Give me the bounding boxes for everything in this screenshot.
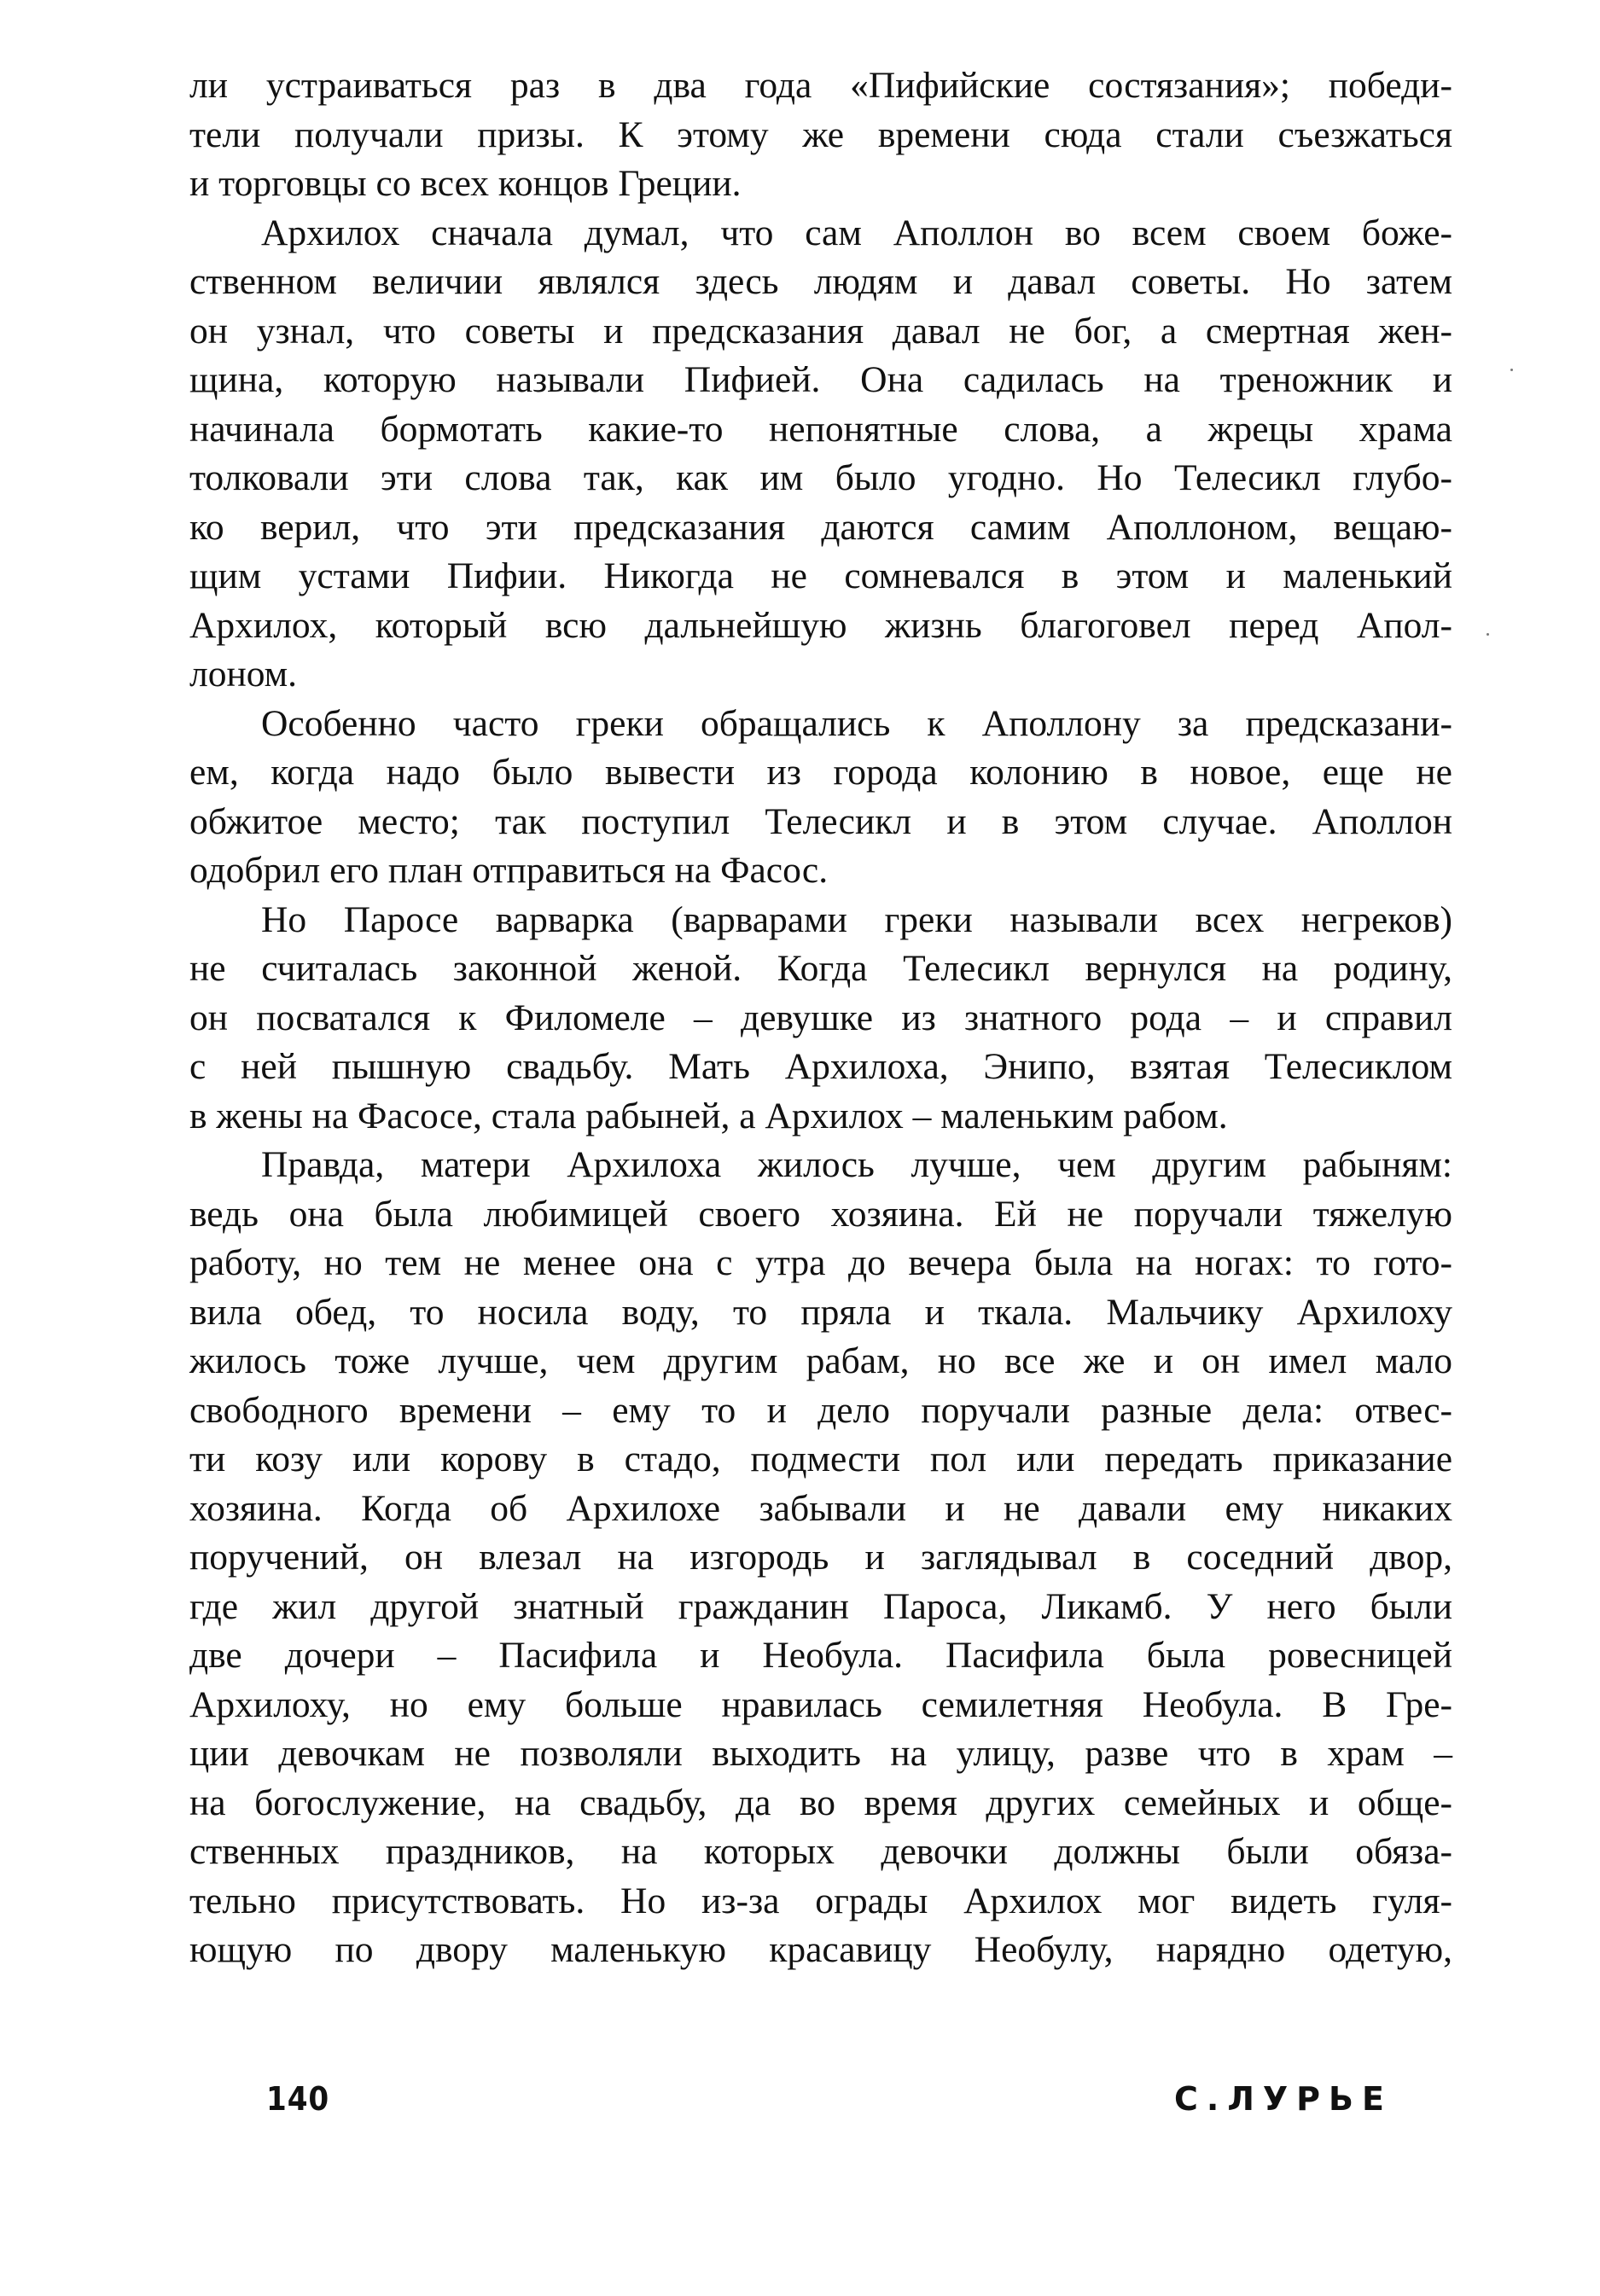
text-line: ственных праздников, на которых девочки должны были обяза- [189, 1831, 1452, 1872]
page-footer [0, 2080, 1600, 2131]
text-line: щим устами Пифии. Никогда не сомневался в этом и маленький [189, 555, 1452, 596]
text-line: поручений, он влезал на изгородь и заглядывал в соседний двор, [189, 1537, 1452, 1578]
text-line: одобрил его план отправиться на Фасос. [189, 850, 829, 891]
text-line: обжитое место; так поступил Телесикл и в этом случае. Аполлон [189, 800, 1452, 842]
text-line: Особенно часто греки обращались к Аполлону за предсказани- [261, 702, 1452, 744]
text-line: ко верил, что эти предсказания даются самим Аполлоном, вещаю- [189, 506, 1452, 548]
text-line: где жил другой знатный гражданин Пароса, Ликамб. У него были [189, 1585, 1452, 1627]
text-line: вила обед, то носила воду, то пряла и ткала. Мальчику Архилоху [189, 1291, 1452, 1333]
text-line: ем, когда надо было вывести из города колонию в новое, еще не [189, 752, 1452, 793]
text-line: тельно присутствовать. Но из-за ограды Архилох мог видеть гуля- [189, 1880, 1452, 1921]
scan-speck [1510, 369, 1513, 371]
text-line: Архилох сначала думал, что сам Аполлон во всем своем боже- [261, 212, 1452, 253]
scan-speck [1487, 633, 1489, 636]
running-head-author: С.ЛУРЬЕ [1174, 2080, 1393, 2118]
text-line: он узнал, что советы и предсказания давал не бог, а смертная жен- [189, 310, 1452, 352]
page-number: 140 [266, 2080, 330, 2118]
text-line: ции девочкам не позволяли выходить на улицу, разве что в храм – [189, 1733, 1452, 1774]
text-line: и торговцы со всех концов Греции. [189, 163, 742, 204]
text-line: свободного времени – ему то и дело поручали разные дела: отвес- [189, 1389, 1452, 1431]
text-line: Но Паросе варварка (варварами греки называли всех негреков) [261, 898, 1452, 940]
text-line: ственном величии являлся здесь людям и давал советы. Но затем [189, 261, 1452, 302]
text-line: с ней пышную свадьбу. Мать Архилоха, Энипо, взятая Телесиклом [189, 1046, 1452, 1087]
text-line: работу, но тем не менее она с утра до вечера была на ногах: то гото- [189, 1242, 1452, 1283]
text-line: жилось тоже лучше, чем другим рабам, но все же и он имел мало [189, 1340, 1452, 1381]
text-line: не считалась законной женой. Когда Телесикл вернулся на родину, [189, 948, 1452, 989]
text-line: ющую по двору маленькую красавицу Необулу, нарядно одетую, [189, 1929, 1452, 1970]
text-line: Правда, матери Архилоха жилось лучше, чем другим рабыням: [261, 1144, 1452, 1185]
text-line: толковали эти слова так, как им было угодно. Но Телесикл глубо- [189, 457, 1452, 498]
text-line: начинала бормотать какие-то непонятные слова, а жрецы храма [189, 408, 1452, 450]
text-line: ведь она была любимицей своего хозяина. Ей не поручали тяжелую [189, 1193, 1452, 1235]
text-line: ти козу или корову в стадо, подмести пол или передать приказание [189, 1439, 1452, 1479]
text-line: лоном. [189, 654, 298, 695]
text-line: он посватался к Филомеле – девушке из знатного рода – и справил [189, 997, 1452, 1038]
text-line: Архилох, который всю дальнейшую жизнь благоговел перед Апол- [189, 604, 1452, 646]
text-line: хозяина. Когда об Архилохе забывали и не давали ему никаких [189, 1487, 1452, 1529]
text-line: ли устраиваться раз в два года «Пифийские состязания»; победи- [189, 65, 1452, 106]
text-line: тели получали призы. К этому же времени сюда стали съезжаться [189, 113, 1452, 155]
text-line: Архилоху, но ему больше нравилась семилетняя Необула. В Гре- [189, 1683, 1452, 1725]
body-text [189, 61, 1452, 1975]
text-line: на богослужение, на свадьбу, да во время других семейных и обще- [189, 1782, 1452, 1823]
text-line: две дочери – Пасифила и Необула. Пасифила была ровесницей [189, 1635, 1452, 1676]
text-line: щина, которую называли Пифией. Она садилась на треножник и [189, 359, 1452, 400]
text-line: в жены на Фасосе, стала рабыней, а Архилох – маленьким рабом. [189, 1095, 1228, 1136]
